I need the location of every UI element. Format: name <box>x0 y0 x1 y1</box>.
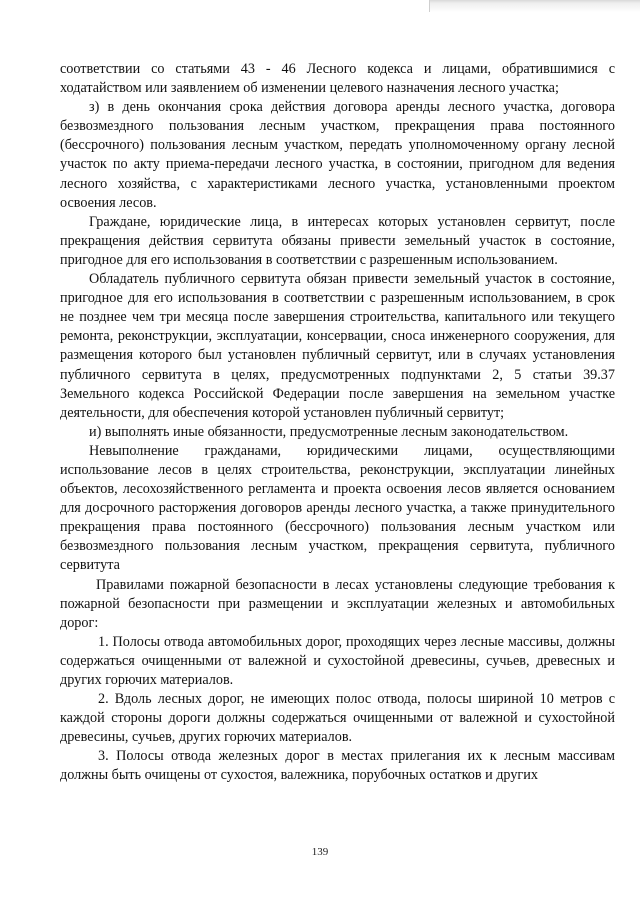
paragraph-servitude: Граждане, юридические лица, в интересах которых установлен сервитут, после прекращения действия сервитута обязаны привести земельный участок в состояние, пригодное для его использования в соответствии с разрешенным использованием. <box>60 213 615 268</box>
paragraph-continuation: соответствии со статьями 43 - 46 Лесного кодекса и лицами, обратившимися с ходатайством или заявлением об изменении целевого назначения лесного участка; <box>60 61 615 97</box>
paragraph-fire-rules: Правилами пожарной безопасности в лесах установлены следующие требования к пожарной безопасности при размещении и эксплуатации железных и автомобильных дорог: <box>60 576 615 631</box>
list-item-2: 2. Вдоль лесных дорог, не имеющих полос отвода, полосы шириной 10 метров с каждой стороны дороги должны содержаться очищенными от валежной и сухостойной древесины, сучьев, других горючих материалов. <box>60 691 615 746</box>
paragraph-item-i: и) выполнять иные обязанности, предусмотренные лесным законодательством. <box>89 423 569 440</box>
list-item-3: 3. Полосы отвода железных дорог в местах прилегания их к лесным массивам должны быть очищены от сухостоя, валежника, порубочных остатков и других <box>60 748 615 784</box>
document-body <box>60 60 615 786</box>
paragraph-public-servitude: Обладатель публичного сервитута обязан привести земельный участок в состояние, пригодное для его использования в соответствии с разрешенным использованием, в срок не позднее чем три месяца после завершения строительства, капитального или текущего ремонта, реконструкции, эксплуатации, консервации, сноса инженерного сооружения, для размещения которого был установлен публичный сервитут, или в случаях установления публичного сервитута в целях, предусмотренных подпунктами 2, 5 статьи 39.37 Земельного кодекса Российской Федерации после завершения на земельном участке деятельности, для обеспечения которой установлен публичный сервитут; <box>60 271 615 421</box>
paragraph-item-z: з) в день окончания срока действия договора аренды лесного участка, договора безвозмездного пользования лесным участком, прекращения права постоянного (бессрочного) пользования лесным участком, передать уполномоченному органу лесной участок по акту приема-передачи лесного участка, в состоянии, пригодном для ведения лесного хозяйства, с характеристиками лесного участка, установленными проектом освоения лесов. <box>60 99 615 211</box>
page-number: 139 <box>311 846 329 858</box>
list-item-1: 1. Полосы отвода автомобильных дорог, проходящих через лесные массивы, должны содержаться очищенными от валежной и сухостойной древесины, сучьев, древесных и других горючих материалов. <box>60 633 615 688</box>
paragraph-non-compliance: Невыполнение гражданами, юридическими лицами, осуществляющими использование лесов в целях строительства, реконструкции, эксплуатации линейных объектов, лесохозяйственного регламента и проекта освоения лесов является основанием для досрочного расторжения договоров аренды лесного участка, а также принудительного прекращения права постоянного (бессрочного) пользования лесным участком или безвозмездного пользования лесным участком, прекращения сервитута, публичного сервитута <box>60 442 615 574</box>
scan-shadow <box>429 0 640 12</box>
